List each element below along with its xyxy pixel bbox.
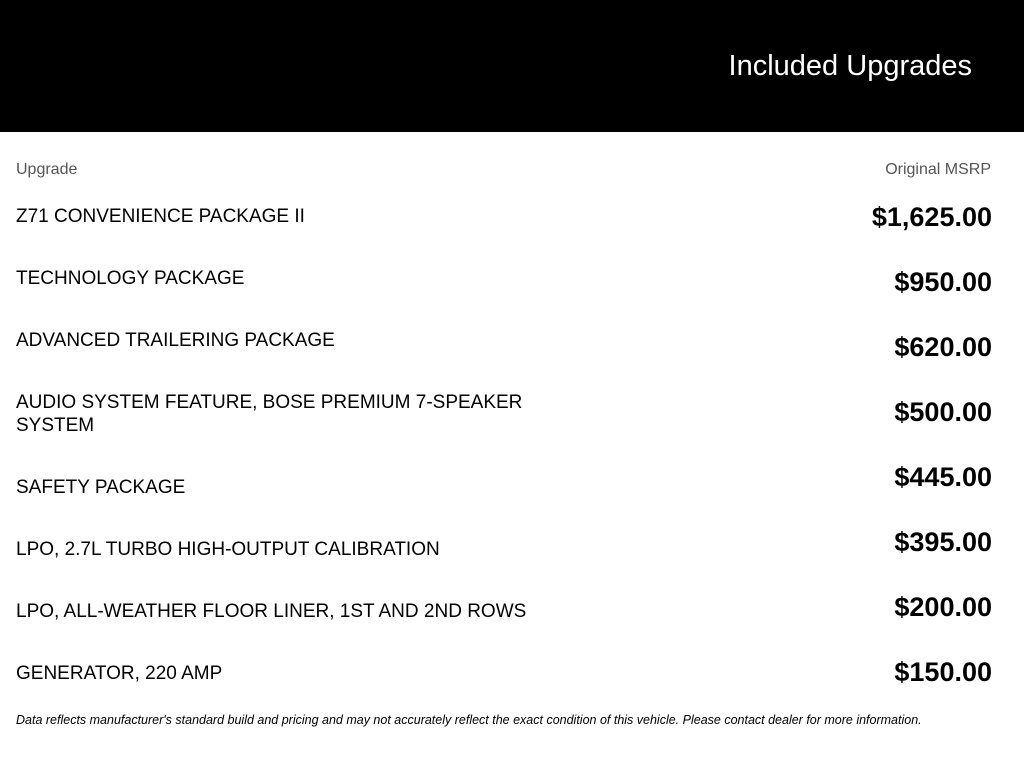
upgrade-price: $200.00 (894, 592, 992, 622)
upgrade-name: TECHNOLOGY PACKAGE (16, 268, 245, 289)
upgrade-price: $950.00 (894, 267, 992, 297)
upgrade-price: $150.00 (894, 657, 992, 687)
column-header-upgrade: Upgrade (16, 161, 78, 178)
upgrade-price: $445.00 (894, 462, 992, 492)
page-title: Included Upgrades (728, 50, 972, 82)
upgrade-name: LPO, 2.7L TURBO HIGH-OUTPUT CALIBRATION (16, 539, 440, 560)
disclaimer-text: Data reflects manufacturer's standard build and pricing and may not accurately reflect the exact condition of this vehicle. Please contact dealer for more information. (16, 713, 922, 727)
upgrade-name: LPO, ALL-WEATHER FLOOR LINER, 1ST AND 2ND ROWS (16, 601, 527, 622)
upgrade-price: $620.00 (894, 332, 992, 362)
upgrade-price: $395.00 (894, 527, 992, 557)
header-bar (0, 0, 1024, 132)
upgrade-price: $500.00 (894, 397, 992, 427)
upgrade-name: Z71 CONVENIENCE PACKAGE II (16, 206, 305, 227)
upgrade-price: $1,625.00 (871, 202, 992, 232)
upgrade-name: AUDIO SYSTEM FEATURE, BOSE PREMIUM 7-SPEAKER SYSTEM (16, 392, 523, 436)
upgrade-name: ADVANCED TRAILERING PACKAGE (16, 330, 335, 351)
upgrade-name: GENERATOR, 220 AMP (16, 663, 223, 684)
column-header-msrp: Original MSRP (885, 161, 991, 178)
upgrade-name: SAFETY PACKAGE (16, 477, 186, 498)
